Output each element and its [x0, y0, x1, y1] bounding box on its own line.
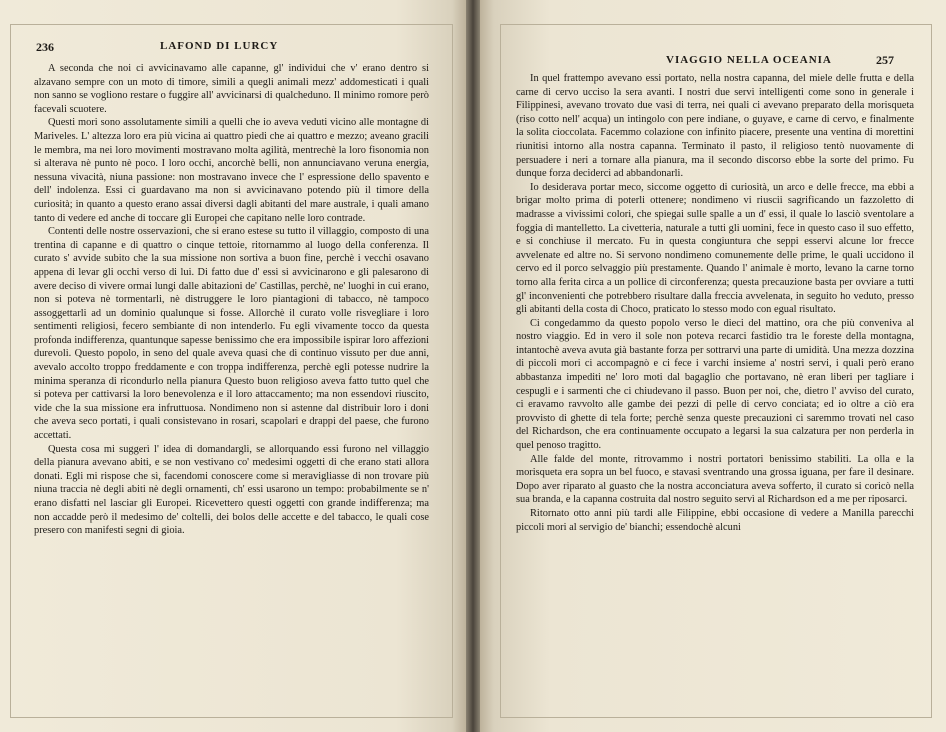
- paragraph: Io desiderava portar meco, siccome oggetto di curiosità, un arco e delle frecce, ma ebbi a brigar molto prima di poterli ottenere; nondimeno vi riuscii sagrificando un fazzoletto di madrasse a vivissimi colori, che spiegai sulle spalle a un d' essi, il quale lo lasciò sventolare a foggia di mantelletto. La civetteria, naturale a tutti gli uomini, fece in questo caso il suo effetto, e si conchiuse il mercato. Fu in questa congiuntura che seppi esservi alcune lor frecce avvelenate ed altre no. Si servono nondimeno comunemente delle prime, le quali uccidono il cervo ed il porco selvaggio più prestamente. Quando l' animale è morto, levano la carne torno torno alla ferita circa a un pollice di circonferenza; questa precauzione basta per ovviare a tutti gl' inconvenienti che potrebbero risultare dalla freccia avvelenata, in seguito ho veduto, presso gli abitanti della costa di Choco, praticato lo stesso modo con egual risultato.: [516, 181, 914, 316]
- page-body: [34, 62, 429, 538]
- page-number: 236: [36, 40, 54, 54]
- paragraph: Ritornato otto anni più tardi alle Filippine, ebbi occasione di vedere a Manilla parecchi piccoli mori al servigio de' bianchi; essendochè alcuni: [516, 508, 914, 533]
- page-number: 257: [876, 53, 894, 67]
- book-gutter: [466, 0, 480, 732]
- running-head: VIAGGIO NELLA OCEANIA: [666, 54, 832, 66]
- paragraph: Ci congedammo da questo popolo verso le dieci del mattino, ora che più conveniva al nostro viaggio. Ed in vero il sole non poteva recarci fastidio tra le foreste della montagna, intantochè aveva avuta già bastante forza per sottrarvi una parte di umidità. Una mezza dozzina di piccoli mori ci accompagnò e ci fece i varchi insieme a' nostri servi, i quali però erano abbastanza impediti ne' loro moti dal bagaglio che portavano, nè eran liberi per tagliare i cespugli e i sarmenti che ci chiudevano il passo. Buon per noi, che, dietro l' avviso del curato, ci eravamo ravvolto alle gambe dei pezzi di pelle di cervo conciata; ed io oltre a ciò era provvisto di ghette di tela forte; perchè senza queste precauzioni ci saremmo trovati nel caso del Richardson, che era continuamente occupato a legarsi la sua calzatura per non perderla in quel penoso tragitto.: [516, 317, 914, 452]
- running-head: LAFOND DI LURCY: [160, 40, 279, 52]
- left-page: [0, 0, 466, 732]
- paragraph: Alle falde del monte, ritrovammo i nostri portatori benissimo stabiliti. La olla e la morisqueta era sopra un bel fuoco, e stavasi sventrando una grossa iguana, per fare il desinare. Dopo aver riparato al guasto che la nostra acconciatura aveva sofferto, il curato si coricò nella sua branda, e la capanna costruita dal nostro seguito servì al Richardson ed a me per riposarci.: [516, 453, 914, 506]
- paragraph: Contenti delle nostre osservazioni, che si erano estese su tutto il villaggio, composto di una trentina di capanne e di quattro o cinque tettoie, ritornammo al luogo della conferenza. Il curato s' avvide subito che la sua missione non sortiva a buon fine, perchè i vecchi osavano appena di levar gli occhi verso di lui. Di fatto due d' essi si avvicinarono e gli palesarono di avere deciso di vivere ormai lungi dalle abitazioni de' Castillas, perchè, ne' luoghi in cui erano, non si poteva nè tormentarli, nè distruggere le loro piantagioni di tabacco, nè tampoco assoggettarli ad un dominio qualunque si fosse. Allorchè il curato volle risvegliare i loro sentimenti religiosi, fecero sembiante di non intenderlo. Fu egli vivamente tocco da questa profonda indifferenza, quantunque sapesse benissimo che era impossibile ispirar loro affezioni durevoli. Questo popolo, in seno del quale aveva quasi che di continuo vissuto per due anni, avevalo accolto troppo freddamente e con troppa indifferenza, perchè egli potesse nudrire la minima speranza di ricondurlo nella pianura Questo buon religioso aveva fatto tutto quel che si poteva per cattivarsi la loro benevolenza e il loro attaccamento; ma non essendovi riuscito, vide che la sua missione era infruttuosa. Nondimeno non si astenne dal distribuir loro i doni che aveva seco portati, i quali consistevano in rosari, scapolari e drappi del paese, che furono accettati.: [34, 226, 429, 442]
- paragraph: Questa cosa mi suggerì l' idea di domandargli, se allorquando essi furono nel villaggio della pianura avevano abiti, e se non vestivano co' medesimi oggetti di che erano stati allora donati. Egli mi rispose che sì, facendomi conoscere come si meravigliasse di non trovare più niuna traccia nè degli abiti nè degli ornamenti, ch' essi usarono un tempo: probabilmente se n' erano disfatti nel lasciar gli Europei. Ricevettero questi oggetti con grande indifferenza; ma non accadde però il medesimo de' coltelli, dei bolos delle accette e del tabacco, le quali cose presero con manifesti segni di gioia.: [34, 443, 429, 537]
- paragraph: In quel frattempo avevano essi portato, nella nostra capanna, del miele delle frutta e della carne di cervo ucciso la sera avanti. I nostri due servi intelligenti come sono in generale i Filippinesi, avevano trovato due vasi di terra, nei quali ci avevano preparato della morisqueta (riso cotto nell' acqua) un intingolo con pere indiane, o guyave, e carne di cervo, e finalmente la solita cioccolata. Facemmo colazione con infinito piacere, presente una ventina di morettini riunitisi intorno alla nostra capanna. Terminato il pasto, il religioso tentò nuovamente di persuadere i neri a tornare alla pianura, ma il secondo discorso ebbe la sorte del primo. Fu dunque forza deciderci ad abbandonarli.: [516, 73, 914, 180]
- paragraph: A seconda che noi ci avvicinavamo alle capanne, gl' individui che v' erano dentro si alzavano sempre con un moto di timore, simili a quegli animali mezz' addomesticati i quali non sanno se vogliono restare o fuggire all' avvicinarsi di qualcheduno. Il minimo romore però facevali scuotere.: [34, 63, 429, 115]
- page-body: [516, 72, 914, 534]
- paragraph: Questi mori sono assolutamente simili a quelli che io aveva veduti vicino alle montagne di Mariveles. L' altezza loro era più vicina ai quattro piedi che ai quattro e mezzo; aveano gracili le membra, ma nei loro movimenti mostravano molta agilità, mentrechè la loro fisonomia non si alterava nè punto nè poco. I loro occhi, ancorchè belli, non annunciavano veruna energia, nessuna vivacità, niuna passione: non mostravano invece che l' espressione dello spavento e dell' indolenza. Essi ci guardavano ma non si avvicinavano potendo più il timore della curiosità; in quanto a questo erano assai diversi dagli abitanti del mare australe, i quali amano tanto di vedere ed anche di toccare gli Europei che capitano nelle loro contrade.: [34, 117, 429, 224]
- right-page: [480, 0, 946, 732]
